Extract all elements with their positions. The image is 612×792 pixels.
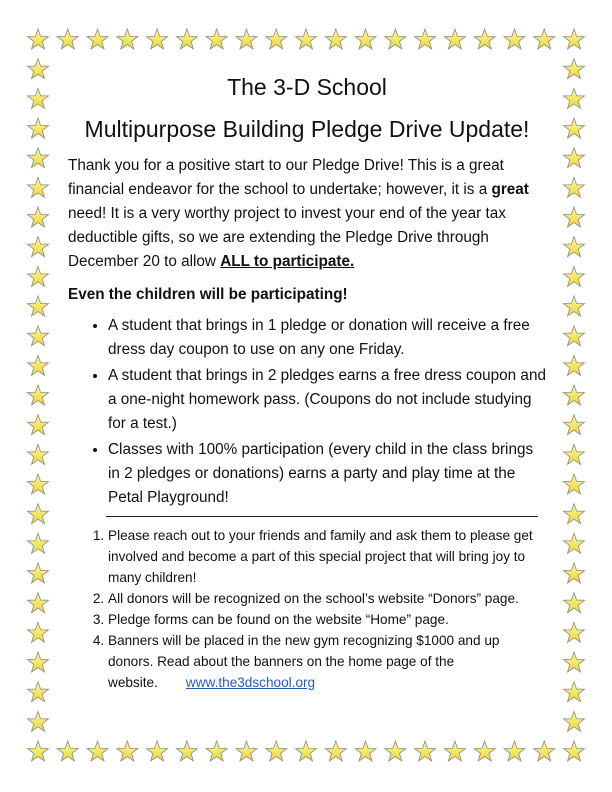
school-name: The 3-D School	[227, 74, 387, 100]
star-icon	[534, 741, 555, 761]
star-icon	[564, 207, 585, 227]
star-icon	[28, 444, 49, 464]
star-icon	[176, 741, 197, 761]
star-icon	[564, 177, 585, 197]
star-icon	[534, 29, 555, 49]
star-icon	[28, 711, 49, 731]
star-icon	[206, 741, 227, 761]
star-icon	[564, 59, 585, 79]
star-icon	[28, 88, 49, 108]
numbered-item: 1. Please reach out to your friends and family and ask them to please get involved and become a part of this special project that will bring joy to many children!	[108, 525, 546, 588]
star-icon	[564, 504, 585, 524]
star-icon	[28, 533, 49, 553]
intro-bold-word: great	[491, 181, 529, 198]
star-icon	[564, 622, 585, 642]
intro-part1: Thank you for a positive start to our Pledge Drive! This is a great financial endeavor for the school to undertake; however, it is a	[68, 157, 504, 198]
website-link[interactable]: www.the3dschool.org	[185, 675, 316, 690]
star-icon	[147, 741, 168, 761]
star-icon	[415, 29, 436, 49]
star-icon	[296, 741, 317, 761]
star-icon	[28, 355, 49, 375]
star-icon	[176, 29, 197, 49]
participation-bullets	[68, 314, 546, 510]
star-icon	[28, 504, 49, 524]
star-icon	[564, 711, 585, 731]
star-icon	[28, 385, 49, 405]
star-icon	[57, 29, 78, 49]
star-icon	[564, 652, 585, 672]
divider-line	[106, 516, 538, 517]
star-icon	[28, 682, 49, 702]
star-icon	[564, 88, 585, 108]
star-icon	[564, 237, 585, 257]
star-icon	[28, 237, 49, 257]
star-icon	[564, 266, 585, 286]
star-icon	[206, 29, 227, 49]
star-icon	[444, 29, 465, 49]
intro-paragraph	[68, 154, 546, 274]
star-icon	[504, 741, 525, 761]
intro-part2: need! It is a very worthy project to invest your end of the year tax deductible gifts, so we are extending the Pledge Drive through December 20 to allow	[68, 205, 506, 270]
star-icon	[117, 741, 138, 761]
star-icon	[28, 118, 49, 138]
star-icon	[28, 207, 49, 227]
star-icon	[28, 326, 49, 346]
star-icon	[564, 593, 585, 613]
star-icon	[564, 444, 585, 464]
star-icon	[28, 59, 49, 79]
star-icon	[266, 741, 287, 761]
star-icon	[444, 741, 465, 761]
star-icon	[385, 741, 406, 761]
star-icon	[564, 563, 585, 583]
star-icon	[147, 29, 168, 49]
numbered-item: 2. All donors will be recognized on the school’s website “Donors” page.	[108, 588, 546, 609]
bullet-item: • A student that brings in 1 pledge or donation will receive a free dress day coupon to use on any one Friday.	[108, 314, 546, 362]
star-icon	[28, 622, 49, 642]
star-icon	[236, 741, 257, 761]
star-icon	[504, 29, 525, 49]
children-subhead: Even the children will be participating!	[68, 286, 348, 303]
star-icon	[564, 326, 585, 346]
star-icon	[564, 474, 585, 494]
star-icon	[28, 741, 49, 761]
numbered-item	[108, 630, 546, 693]
star-icon	[266, 29, 287, 49]
star-icon	[28, 415, 49, 435]
numbered-item-text: Banners will be placed in the new gym recognizing $1000 and up donors. Read about the banners on the home page of the website.	[108, 633, 500, 690]
intro-underlined: ALL to participate.	[220, 253, 355, 270]
star-icon	[28, 593, 49, 613]
star-icon	[564, 682, 585, 702]
star-icon	[236, 29, 257, 49]
star-icon	[28, 29, 49, 49]
star-icon	[385, 29, 406, 49]
star-icon	[87, 741, 108, 761]
star-icon	[28, 148, 49, 168]
bullet-item: • A student that brings in 2 pledges earns a free dress coupon and a one-night homework pass. (Coupons do not include studying for a test.)	[108, 364, 546, 436]
star-icon	[28, 177, 49, 197]
star-icon	[87, 29, 108, 49]
star-icon	[474, 29, 495, 49]
star-icon	[296, 29, 317, 49]
headline: Multipurpose Building Pledge Drive Update!	[84, 116, 530, 142]
star-icon	[474, 741, 495, 761]
flyer-content	[68, 70, 546, 693]
star-icon	[28, 563, 49, 583]
star-icon	[28, 266, 49, 286]
info-list	[68, 525, 546, 693]
star-icon	[117, 29, 138, 49]
star-icon	[564, 385, 585, 405]
numbered-item: 3. Pledge forms can be found on the website “Home” page.	[108, 609, 546, 630]
star-icon	[57, 741, 78, 761]
star-icon	[325, 741, 346, 761]
star-icon	[415, 741, 436, 761]
star-icon	[564, 741, 585, 761]
star-icon	[28, 474, 49, 494]
star-icon	[564, 29, 585, 49]
star-icon	[564, 118, 585, 138]
star-icon	[355, 741, 376, 761]
star-icon	[355, 29, 376, 49]
bullet-item: • Classes with 100% participation (every child in the class brings in 2 pledges or donations) earns a party and play time at the Petal Playground!	[108, 438, 546, 510]
star-icon	[325, 29, 346, 49]
star-icon	[564, 148, 585, 168]
star-icon	[564, 296, 585, 316]
star-icon	[564, 533, 585, 553]
star-icon	[564, 355, 585, 375]
star-icon	[28, 296, 49, 316]
star-icon	[28, 652, 49, 672]
star-icon	[564, 415, 585, 435]
